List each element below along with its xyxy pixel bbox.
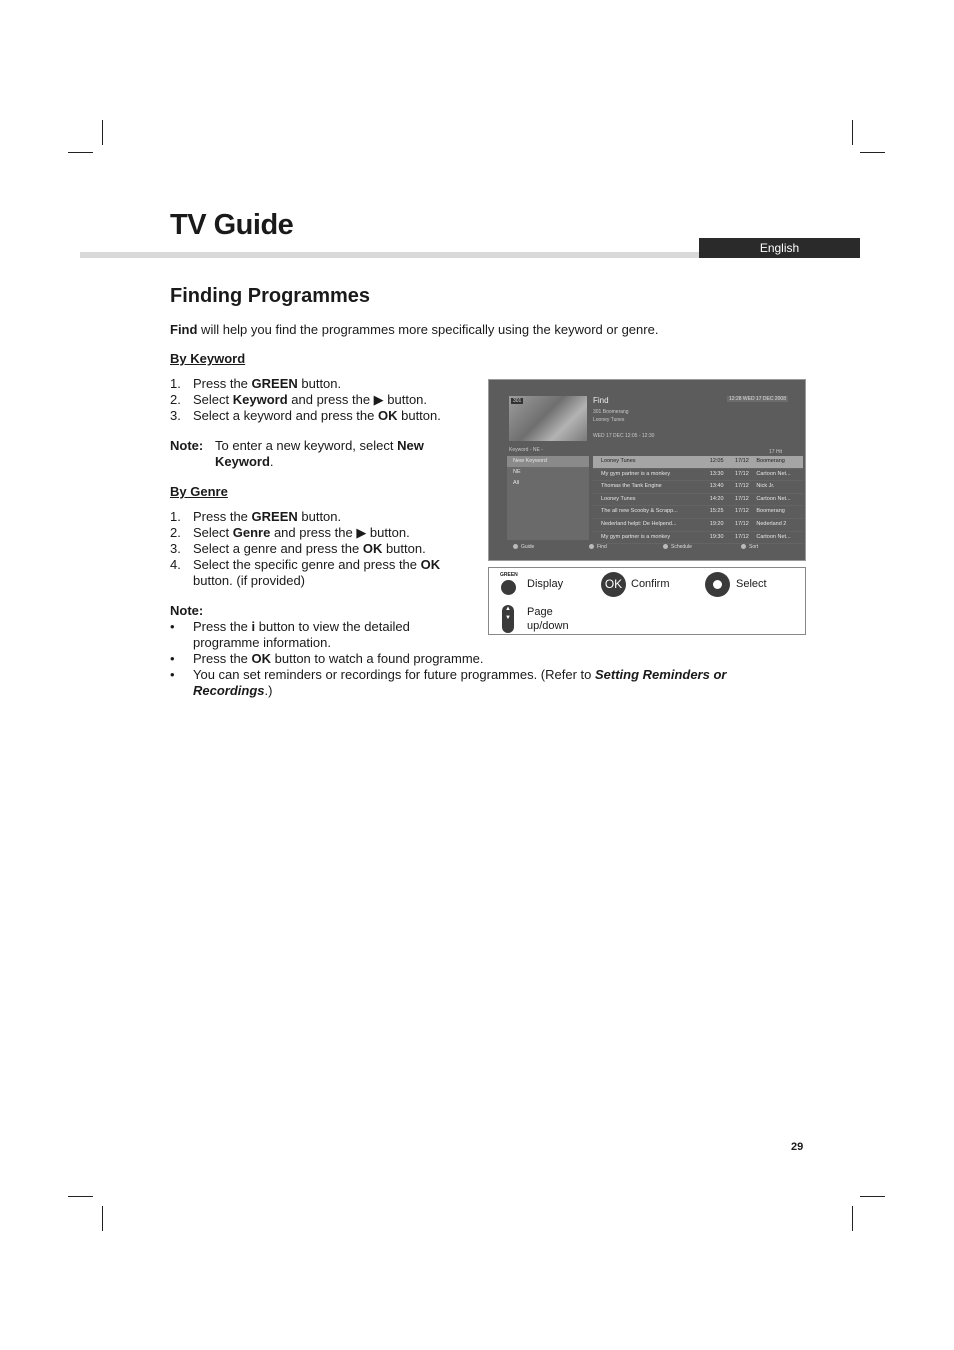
by-genre-heading: By Genre xyxy=(170,484,228,499)
page-number: 29 xyxy=(791,1141,804,1153)
list-item: 1. Press the GREEN button. xyxy=(170,509,342,524)
tv-find-screenshot xyxy=(488,379,806,561)
green-label: GREEN xyxy=(500,572,518,578)
keyword-list xyxy=(507,456,589,540)
navigation-pad-icon xyxy=(705,572,730,597)
table-row[interactable]: Nederland helpt: De Helpend... 19:20 17/12 Nederland 2 xyxy=(593,519,803,532)
crop-mark xyxy=(102,120,103,145)
by-keyword-heading: By Keyword xyxy=(170,351,246,366)
tv-screen-title: Find xyxy=(593,396,609,405)
tv-footer xyxy=(489,544,806,558)
select-label: Select xyxy=(736,578,767,590)
footer-guide[interactable]: Guide xyxy=(513,544,534,550)
confirm-label: Confirm xyxy=(631,578,670,590)
page-label: Page up/down xyxy=(527,606,569,632)
list-item: • Press the OK button to watch a found programme. xyxy=(170,651,484,666)
video-thumbnail: 301 xyxy=(509,396,587,441)
tv-channel-line: 301 Boomerang xyxy=(593,409,629,415)
crop-mark xyxy=(852,120,853,145)
green-button-icon xyxy=(501,580,516,595)
keyword-item[interactable]: New Keyword xyxy=(507,456,589,467)
list-item: 3. Select a keyword and press the OK button. xyxy=(170,408,441,423)
footer-sort[interactable]: Sort xyxy=(741,544,758,550)
table-row[interactable]: Looney Tunes 12:05 17/12 Boomerang xyxy=(593,456,803,469)
notes-label: Note: xyxy=(170,603,204,618)
table-row[interactable]: The all new Scooby & Scrapp... 15:25 17/12 Boomerang xyxy=(593,506,803,519)
tv-keyword-header: Keyword - NE - xyxy=(509,447,543,453)
keyword-item[interactable]: All xyxy=(513,480,520,486)
crop-mark xyxy=(860,1196,885,1197)
crop-mark xyxy=(852,1206,853,1231)
page-up-down-icon: ▲ ▼ xyxy=(502,605,514,633)
list-item: • You can set reminders or recordings for future programmes. (Refer to Setting Reminders or Recordings.) xyxy=(170,667,727,698)
keyword-note: Note: To enter a new keyword, select New Keyword. xyxy=(170,438,424,469)
crop-mark xyxy=(102,1206,103,1231)
keyword-item[interactable]: NE xyxy=(513,469,521,475)
ok-button-icon: OK xyxy=(601,572,626,597)
list-item: 1. Press the GREEN button. xyxy=(170,376,342,391)
list-item: • Press the i button to view the detailed programme information. xyxy=(170,619,410,650)
intro-paragraph: Find will help you find the programmes more specifically using the keyword or genre. xyxy=(170,322,659,337)
genre-steps xyxy=(170,509,460,589)
tv-schedule-line: WED 17 DEC 12:05 - 12:30 xyxy=(593,433,655,439)
list-item: 3. Select a genre and press the OK button. xyxy=(170,541,426,556)
crop-mark xyxy=(68,152,93,153)
footer-schedule[interactable]: Schedule xyxy=(663,544,692,550)
keyword-steps xyxy=(170,376,470,424)
display-label: Display xyxy=(527,578,564,590)
crop-mark xyxy=(68,1196,93,1197)
list-item: 2. Select Genre and press the ▶ button. xyxy=(170,525,410,540)
list-item: 4. Select the specific genre and press the OK button. (if provided) xyxy=(170,557,441,588)
tv-datetime: 12:28 WED 17 DEC 2008 xyxy=(729,396,786,402)
list-item: 2. Select Keyword and press the ▶ button. xyxy=(170,392,428,407)
table-row[interactable]: Thomas the Tank Engine 13:40 17/12 Nick Jr. xyxy=(593,481,803,494)
crop-mark xyxy=(860,152,885,153)
results-list xyxy=(593,456,803,540)
table-row[interactable]: My gym partner is a monkey 19:30 17/12 Cartoon Net... xyxy=(593,532,803,545)
title-rule xyxy=(80,252,700,258)
button-legend xyxy=(488,567,806,635)
tv-programme-line: Looney Tunes xyxy=(593,417,625,423)
table-row[interactable]: My gym partner is a monkey 13:30 17/12 Cartoon Net... xyxy=(593,469,803,482)
table-row[interactable]: Looney Tunes 14:20 17/12 Cartoon Net... xyxy=(593,494,803,507)
tv-count: 17 Hit xyxy=(769,449,783,455)
language-tab: English xyxy=(699,238,860,258)
section-heading: Finding Programmes xyxy=(170,285,371,307)
page-title: TV Guide xyxy=(170,209,294,241)
footer-find[interactable]: Find xyxy=(589,544,607,550)
